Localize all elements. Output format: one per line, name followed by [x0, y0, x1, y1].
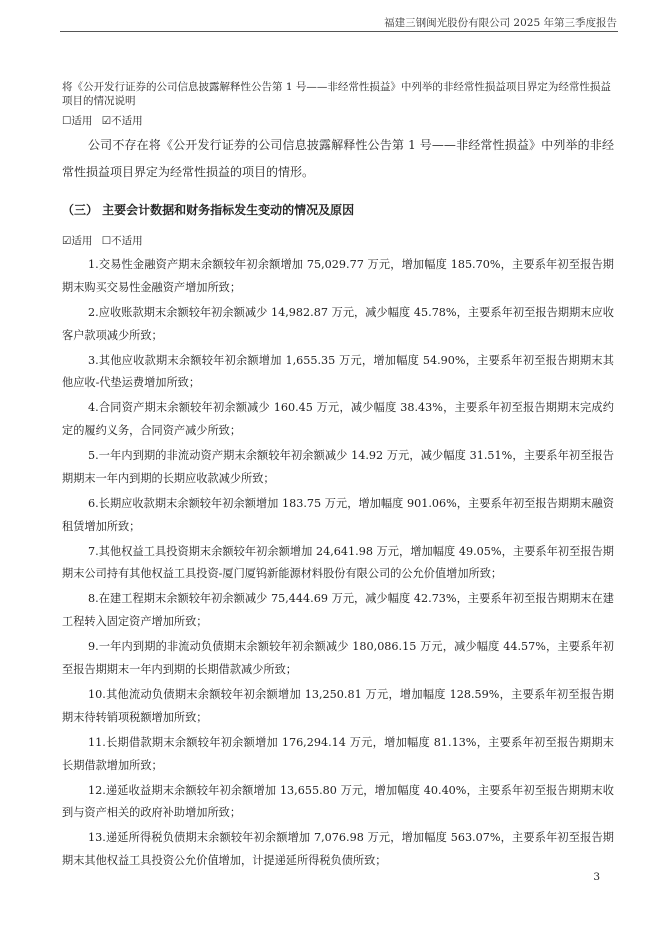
- list-item: 1.交易性金融资产期末余额较年初余额增加 75,029.77 万元，增加幅度 185.70%，主要系年初至报告期期末购买交易性金融资产增加所致；: [62, 258, 614, 294]
- statement-paragraph: 公司不存在将《公开发行证券的公司信息披露解释性公告第 1 号——非经常性损益》中列举的非经常性损益项目界定为经常性损益的项目的情形。: [62, 138, 614, 179]
- list-item: 12.递延收益期末余额较年初余额增加 13,655.80 万元，增加幅度 40.40%，主要系年初至报告期期末收到与资产相关的政府补助增加所致；: [62, 783, 614, 820]
- list-item: 7.其他权益工具投资期末余额较年初余额增加 24,641.98 万元，增加幅度 49.05%，主要系年初至报告期期末公司持有其他权益工具投资-厦门厦钨新能源材料股份有限公司的公允价值增加所致；: [62, 544, 614, 581]
- checkbox-applicable: ☑适用: [62, 235, 93, 247]
- header-divider: [60, 31, 618, 32]
- section-title: （三） 主要会计数据和财务指标发生变动的情况及原因: [62, 203, 355, 217]
- list-item: 13.递延所得税负债期末余额较年初余额增加 7,076.98 万元，增加幅度 563.07%，主要系年初至报告期期末其他权益工具投资公允价值增加，计提递延所得税负债所致；: [62, 831, 614, 868]
- applicability-check-1: [62, 113, 149, 128]
- applicability-check-2: [62, 233, 149, 248]
- page-header: 福建三钢闽光股份有限公司 2025 年第三季度报告: [384, 17, 617, 29]
- list-item: 2.应收账款期末余额较年初余额减少 14,982.87 万元，减少幅度 45.78%，主要系年初至报告期期末应收客户款项减少所致；: [62, 305, 614, 342]
- list-item: 5.一年内到期的非流动资产期末余额较年初余额减少 14.92 万元，减少幅度 31.51%，主要系年初至报告期期末一年内到期的长期应收款减少所致；: [62, 449, 614, 485]
- list-item: 3.其他应收款期末余额较年初余额增加 1,655.35 万元，增加幅度 54.90%，主要系年初至报告期期末其他应收-代垫运费增加所致；: [62, 353, 614, 390]
- list-item: 8.在建工程期末余额较年初余额减少 75,444.69 万元，减少幅度 42.73%，主要系年初至报告期期末在建工程转入固定资产增加所致；: [62, 592, 614, 629]
- change-items-list: [62, 254, 614, 875]
- list-item: 11.长期借款期末余额较年初余额增加 176,294.14 万元，增加幅度 81.13%，主要系年初至报告期期末长期借款增加所致；: [62, 735, 614, 772]
- checkbox-not-applicable: ☑不适用: [101, 115, 143, 127]
- list-item: 6.长期应收款期末余额较年初余额增加 183.75 万元，增加幅度 901.06%，主要系年初至报告期期末融资租赁增加所致；: [62, 496, 614, 533]
- list-item: 10.其他流动负债期末余额较年初余额增加 13,250.81 万元，增加幅度 128.59%，主要系年初至报告期期末待转销项税额增加所致；: [62, 688, 614, 724]
- checkbox-applicable: ☐适用: [62, 115, 93, 127]
- checkbox-not-applicable: ☐不适用: [101, 235, 143, 247]
- page-number: 3: [593, 871, 600, 883]
- list-item: 4.合同资产期末余额较年初余额减少 160.45 万元，减少幅度 38.43%，主要系年初至报告期期末完成约定的履约义务，合同资产减少所致；: [62, 401, 614, 438]
- intro-text: 将《公开发行证券的公司信息披露解释性公告第 1 号——非经常性损益》中列举的非经常性损益项目界定为经常性损益项目的情况说明: [62, 81, 611, 107]
- list-item: 9.一年内到期的非流动负债期末余额较年初余额减少 180,086.15 万元，减少幅度 44.57%，主要系年初至报告期期末一年内到期的长期借款减少所致；: [62, 640, 614, 677]
